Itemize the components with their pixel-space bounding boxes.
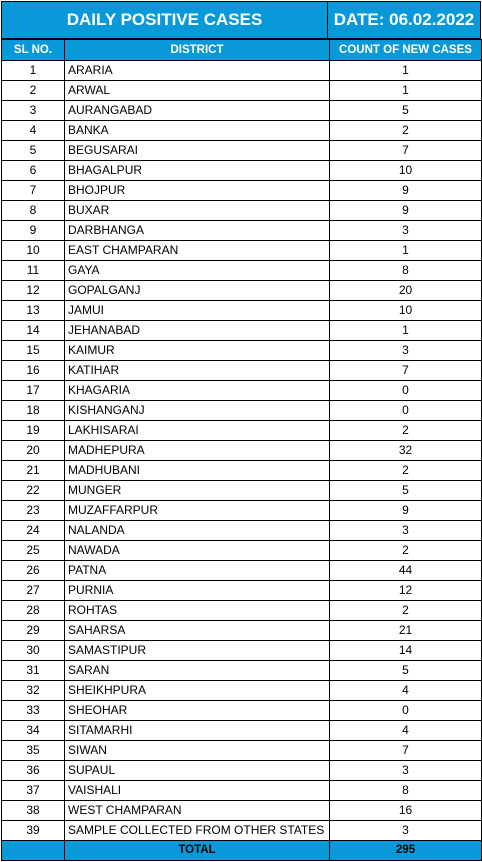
row-sl-number: 11 [2, 261, 65, 281]
row-sl-number: 31 [2, 661, 65, 681]
row-district: JEHANABAD [65, 321, 330, 341]
table-row [2, 481, 482, 501]
table-row [2, 221, 482, 241]
column-header-district: DISTRICT [65, 40, 330, 61]
total-value: 295 [330, 841, 482, 861]
row-district: MADHEPURA [65, 441, 330, 461]
table-row [2, 201, 482, 221]
table-row [2, 461, 482, 481]
row-district: GAYA [65, 261, 330, 281]
row-count: 0 [330, 701, 482, 721]
row-count: 20 [330, 281, 482, 301]
row-count: 44 [330, 561, 482, 581]
row-sl-number: 17 [2, 381, 65, 401]
report-date: DATE: 06.02.2022 [327, 2, 480, 38]
row-sl-number: 4 [2, 121, 65, 141]
column-header-sl: SL NO. [2, 40, 65, 61]
table-row [2, 801, 482, 821]
row-sl-number: 29 [2, 621, 65, 641]
table-row [2, 741, 482, 761]
row-district: KHAGARIA [65, 381, 330, 401]
row-sl-number: 35 [2, 741, 65, 761]
table-row [2, 641, 482, 661]
row-district: JAMUI [65, 301, 330, 321]
table-row [2, 781, 482, 801]
total-label: TOTAL [65, 841, 330, 861]
table-row [2, 381, 482, 401]
table-row [2, 241, 482, 261]
row-district: VAISHALI [65, 781, 330, 801]
table-row [2, 581, 482, 601]
table-row [2, 101, 482, 121]
table-row [2, 161, 482, 181]
table-row [2, 261, 482, 281]
row-count: 0 [330, 381, 482, 401]
table-row [2, 761, 482, 781]
row-sl-number: 28 [2, 601, 65, 621]
row-count: 2 [330, 541, 482, 561]
row-district: PATNA [65, 561, 330, 581]
row-district: KISHANGANJ [65, 401, 330, 421]
row-district: SAMPLE COLLECTED FROM OTHER STATES [65, 821, 330, 841]
row-district: WEST CHAMPARAN [65, 801, 330, 821]
row-sl-number: 25 [2, 541, 65, 561]
row-district: BANKA [65, 121, 330, 141]
row-count: 4 [330, 681, 482, 701]
table-row [2, 281, 482, 301]
row-sl-number: 27 [2, 581, 65, 601]
row-district: LAKHISARAI [65, 421, 330, 441]
row-district: ARARIA [65, 61, 330, 81]
table-row [2, 701, 482, 721]
row-district: SHEIKHPURA [65, 681, 330, 701]
row-district: MUNGER [65, 481, 330, 501]
row-district: ARWAL [65, 81, 330, 101]
row-sl-number: 22 [2, 481, 65, 501]
row-district: EAST CHAMPARAN [65, 241, 330, 261]
row-district: DARBHANGA [65, 221, 330, 241]
row-district: SAMASTIPUR [65, 641, 330, 661]
row-sl-number: 37 [2, 781, 65, 801]
row-count: 14 [330, 641, 482, 661]
table-row [2, 121, 482, 141]
row-district: SIWAN [65, 741, 330, 761]
row-sl-number: 24 [2, 521, 65, 541]
row-count: 10 [330, 161, 482, 181]
row-sl-number: 3 [2, 101, 65, 121]
row-district: SUPAUL [65, 761, 330, 781]
row-sl-number: 14 [2, 321, 65, 341]
cases-sheet [1, 1, 481, 861]
row-count: 7 [330, 361, 482, 381]
row-district: BHAGALPUR [65, 161, 330, 181]
table-row [2, 521, 482, 541]
row-sl-number: 36 [2, 761, 65, 781]
row-sl-number: 1 [2, 61, 65, 81]
row-count: 1 [330, 61, 482, 81]
row-count: 3 [330, 341, 482, 361]
table-row [2, 541, 482, 561]
row-sl-number: 16 [2, 361, 65, 381]
table-row [2, 441, 482, 461]
row-count: 8 [330, 781, 482, 801]
row-count: 9 [330, 201, 482, 221]
table-row [2, 321, 482, 341]
report-title: DAILY POSITIVE CASES [66, 10, 263, 29]
row-count: 9 [330, 181, 482, 201]
row-count: 1 [330, 241, 482, 261]
row-count: 21 [330, 621, 482, 641]
row-count: 2 [330, 421, 482, 441]
row-sl-number: 20 [2, 441, 65, 461]
row-district: NAWADA [65, 541, 330, 561]
row-sl-number: 19 [2, 421, 65, 441]
row-sl-number: 26 [2, 561, 65, 581]
row-count: 4 [330, 721, 482, 741]
row-count: 3 [330, 761, 482, 781]
row-sl-number: 21 [2, 461, 65, 481]
row-count: 0 [330, 401, 482, 421]
row-district: KAIMUR [65, 341, 330, 361]
row-district: SITAMARHI [65, 721, 330, 741]
table-row [2, 501, 482, 521]
table-row [2, 601, 482, 621]
row-sl-number: 38 [2, 801, 65, 821]
row-sl-number: 9 [2, 221, 65, 241]
column-header-count: COUNT OF NEW CASES [330, 40, 482, 61]
row-count: 3 [330, 521, 482, 541]
row-count: 9 [330, 501, 482, 521]
row-district: MADHUBANI [65, 461, 330, 481]
row-sl-number: 30 [2, 641, 65, 661]
row-count: 32 [330, 441, 482, 461]
row-sl-number: 15 [2, 341, 65, 361]
total-row [2, 841, 482, 861]
table-row [2, 561, 482, 581]
row-sl-number: 6 [2, 161, 65, 181]
row-count: 2 [330, 601, 482, 621]
table-row [2, 301, 482, 321]
row-district: NALANDA [65, 521, 330, 541]
total-spacer [2, 841, 65, 861]
table-row [2, 141, 482, 161]
row-sl-number: 23 [2, 501, 65, 521]
row-sl-number: 7 [2, 181, 65, 201]
row-count: 2 [330, 461, 482, 481]
title-banner [1, 1, 481, 39]
row-district: MUZAFFARPUR [65, 501, 330, 521]
table-header-row [2, 40, 482, 61]
table-row [2, 421, 482, 441]
row-sl-number: 13 [2, 301, 65, 321]
row-count: 12 [330, 581, 482, 601]
row-district: BUXAR [65, 201, 330, 221]
row-district: SHEOHAR [65, 701, 330, 721]
row-sl-number: 33 [2, 701, 65, 721]
row-sl-number: 32 [2, 681, 65, 701]
row-count: 8 [330, 261, 482, 281]
row-count: 3 [330, 821, 482, 841]
row-district: SAHARSA [65, 621, 330, 641]
table-row [2, 681, 482, 701]
table-body [2, 61, 482, 841]
row-count: 1 [330, 321, 482, 341]
row-district: PURNIA [65, 581, 330, 601]
row-count: 5 [330, 661, 482, 681]
table-row [2, 181, 482, 201]
row-count: 10 [330, 301, 482, 321]
row-count: 7 [330, 741, 482, 761]
row-district: KATIHAR [65, 361, 330, 381]
row-district: BEGUSARAI [65, 141, 330, 161]
row-count: 16 [330, 801, 482, 821]
row-sl-number: 5 [2, 141, 65, 161]
table-row [2, 361, 482, 381]
table-row [2, 821, 482, 841]
table-row [2, 401, 482, 421]
row-count: 5 [330, 481, 482, 501]
row-count: 1 [330, 81, 482, 101]
row-district: GOPALGANJ [65, 281, 330, 301]
row-sl-number: 18 [2, 401, 65, 421]
row-sl-number: 39 [2, 821, 65, 841]
row-sl-number: 2 [2, 81, 65, 101]
row-count: 7 [330, 141, 482, 161]
table-row [2, 341, 482, 361]
table-row [2, 61, 482, 81]
row-district: SARAN [65, 661, 330, 681]
table-row [2, 721, 482, 741]
row-count: 5 [330, 101, 482, 121]
row-count: 3 [330, 221, 482, 241]
row-district: ROHTAS [65, 601, 330, 621]
table-row [2, 661, 482, 681]
row-sl-number: 10 [2, 241, 65, 261]
row-sl-number: 34 [2, 721, 65, 741]
row-sl-number: 12 [2, 281, 65, 301]
table-row [2, 81, 482, 101]
row-sl-number: 8 [2, 201, 65, 221]
row-count: 2 [330, 121, 482, 141]
row-district: BHOJPUR [65, 181, 330, 201]
table-row [2, 621, 482, 641]
row-district: AURANGABAD [65, 101, 330, 121]
cases-table [1, 39, 482, 861]
